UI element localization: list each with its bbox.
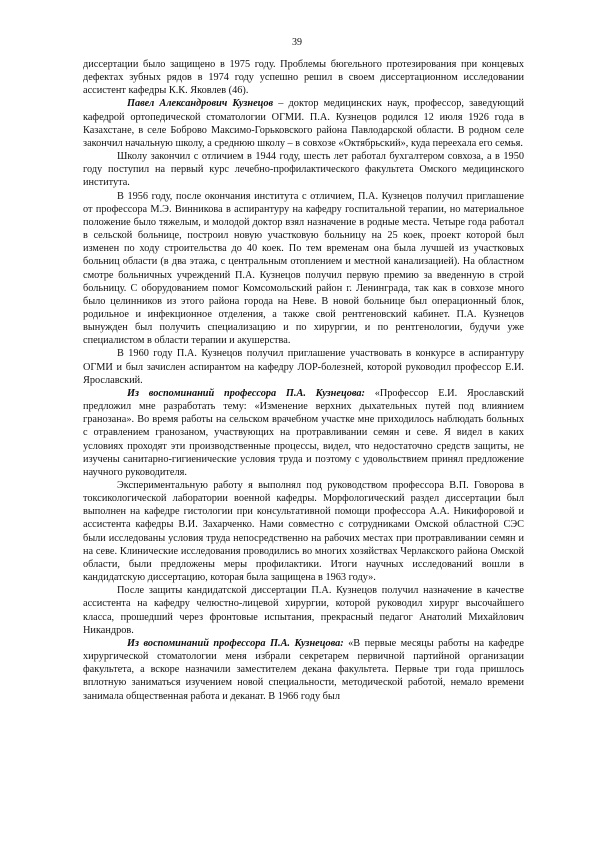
paragraph-2-text: – доктор медицинских наук, профессор, заведующий кафедрой ортопедической стоматологии ОГМИ. П.А. Кузнецов родился 12 июля 1926 года в Казахстане, в селе Боброво Максимо-Горьковского района Павлодарской области. В родном селе закончил начальную школу, а среднюю школу – в совхозе «Октябрьский», куда переехала его семья. bbox=[83, 98, 524, 149]
paragraph-2-lead: Павел Александрович Кузнецов bbox=[127, 98, 274, 110]
paragraph-4-text: В 1956 году, после окончания института с отличием, П.А. Кузнецов получил приглашение от профессора М.Э. Винникова в аспирантуру на кафедру госпитальной терапии, но материальное положение было тяжелым, и молодой доктор взял назначение в родные места. Четыре года работал в сельской больнице, построил новую участковую больницу на 25 коек, проект которой был изменен по ходу строительства до 40 коек. По тем временам она была лучшей из участковых больниц области (в два этажа, с центральным отоплением и местной канализацией). На областном смотре больничных учреждений П.А. Кузнецов получил первую премию за введенную в строй больницу. С оборудованием помог Комсомольский район г. Ленинграда, так как в совхозе много было целинников из этого района города на Неве. В новой больнице был операционный блок, родильное и инфекционное отделения, а также свой рентгеновский кабинет. П.А. Кузнецов вынужден был получить специализацию и по хирургии, и по рентгенологии, будучи уже специалистом в области терапии и акушерства. bbox=[83, 190, 524, 347]
paragraph-3 bbox=[83, 150, 524, 189]
paragraph-9-text: «В первые месяцы работы на кафедре хирургической стоматологии меня избрали секретарем первичной партийной организации факультета, а вскоре назначили заместителем декана факультета. Первые три года пришлось вплотную заниматься изучением новой специальности, методической работой, немало времени занимала общественная работа и деканат. В 1966 году был bbox=[83, 637, 524, 702]
paragraph-6-lead: Из воспоминаний профессора П.А. Кузнецова: bbox=[127, 387, 365, 399]
paragraph-1 bbox=[83, 58, 524, 97]
paragraph-8-text: После защиты кандидатской диссертации П.А. Кузнецов получил назначение в качестве ассистента на кафедру челюстно-лицевой хирургии, которой руководил хирург высочайшего класса, прошедший через фронтовые испытания, прекрасный педагог Анатолий Михайлович Никандров. bbox=[83, 585, 524, 636]
paragraph-6 bbox=[83, 387, 524, 479]
page-number: 39 bbox=[292, 37, 302, 48]
paragraph-8 bbox=[83, 584, 524, 637]
paragraph-2 bbox=[83, 97, 524, 150]
paragraph-1-text: диссертации было защищено в 1975 году. Проблемы бюгельного протезирования при концевых дефектах зубных рядов в 1974 году успешно решил в своем диссертационном исследовании ассистент кафедры К.К. Яковлев (46). bbox=[83, 59, 524, 97]
paragraph-5 bbox=[83, 347, 524, 386]
body-text bbox=[83, 58, 524, 703]
paragraph-7-text: Экспериментальную работу я выполнял под руководством профессора В.П. Говорова в токсикологической лаборатории военной кафедры. Морфологический раздел диссертации был выполнен на кафедре гистологии при консультативной помощи профессора А.А. Никифоровой и ассистента кафедры В.И. Захарченко. Нами совместно с сотрудниками Омской областной СЭС были исследованы условия труда непосредственно на рабочих местах при протравливании семян и на севе. Клинические исследования проводились во многих хозяйствах Черлакского района Омской области, были предложены меры профилактики. Итоги научных исследований вошли в кандидатскую диссертацию, которая была защищена в 1963 году». bbox=[83, 480, 524, 584]
paragraph-9-lead: Из воспоминаний профессора П.А. Кузнецова: bbox=[127, 637, 344, 649]
paragraph-6-text: «Профессор Е.И. Ярославский предложил мне разработать тему: «Изменение верхних дыхательных путей под влиянием гранозана». Во время работы на сельском врачебном участке мне приходилось наблюдать больных с отравлением гранозаном, участвующих на протравливании семян и севе. Я видел в каких условиях проходят эти производственные процессы, видел, что недостаточно средств защиты, не изучены санитарно-гигиенические условия труда и поэтому с удовольствием принял предложение научного руководителя. bbox=[83, 387, 524, 478]
paragraph-4 bbox=[83, 190, 524, 348]
paragraph-7 bbox=[83, 479, 524, 584]
paragraph-9 bbox=[83, 637, 524, 703]
paragraph-5-text: В 1960 году П.А. Кузнецов получил приглашение участвовать в конкурсе в аспирантуру ОГМИ и был зачислен аспирантом на кафедру ЛОР-болезней, которой руководил профессор Е.И. Ярославский. bbox=[83, 348, 524, 386]
paragraph-3-text: Школу закончил с отличием в 1944 году, шесть лет работал бухгалтером совхоза, а в 1950 году поступил на первый курс лечебно-профилактического факультета Омского медицинского института. bbox=[83, 151, 524, 189]
